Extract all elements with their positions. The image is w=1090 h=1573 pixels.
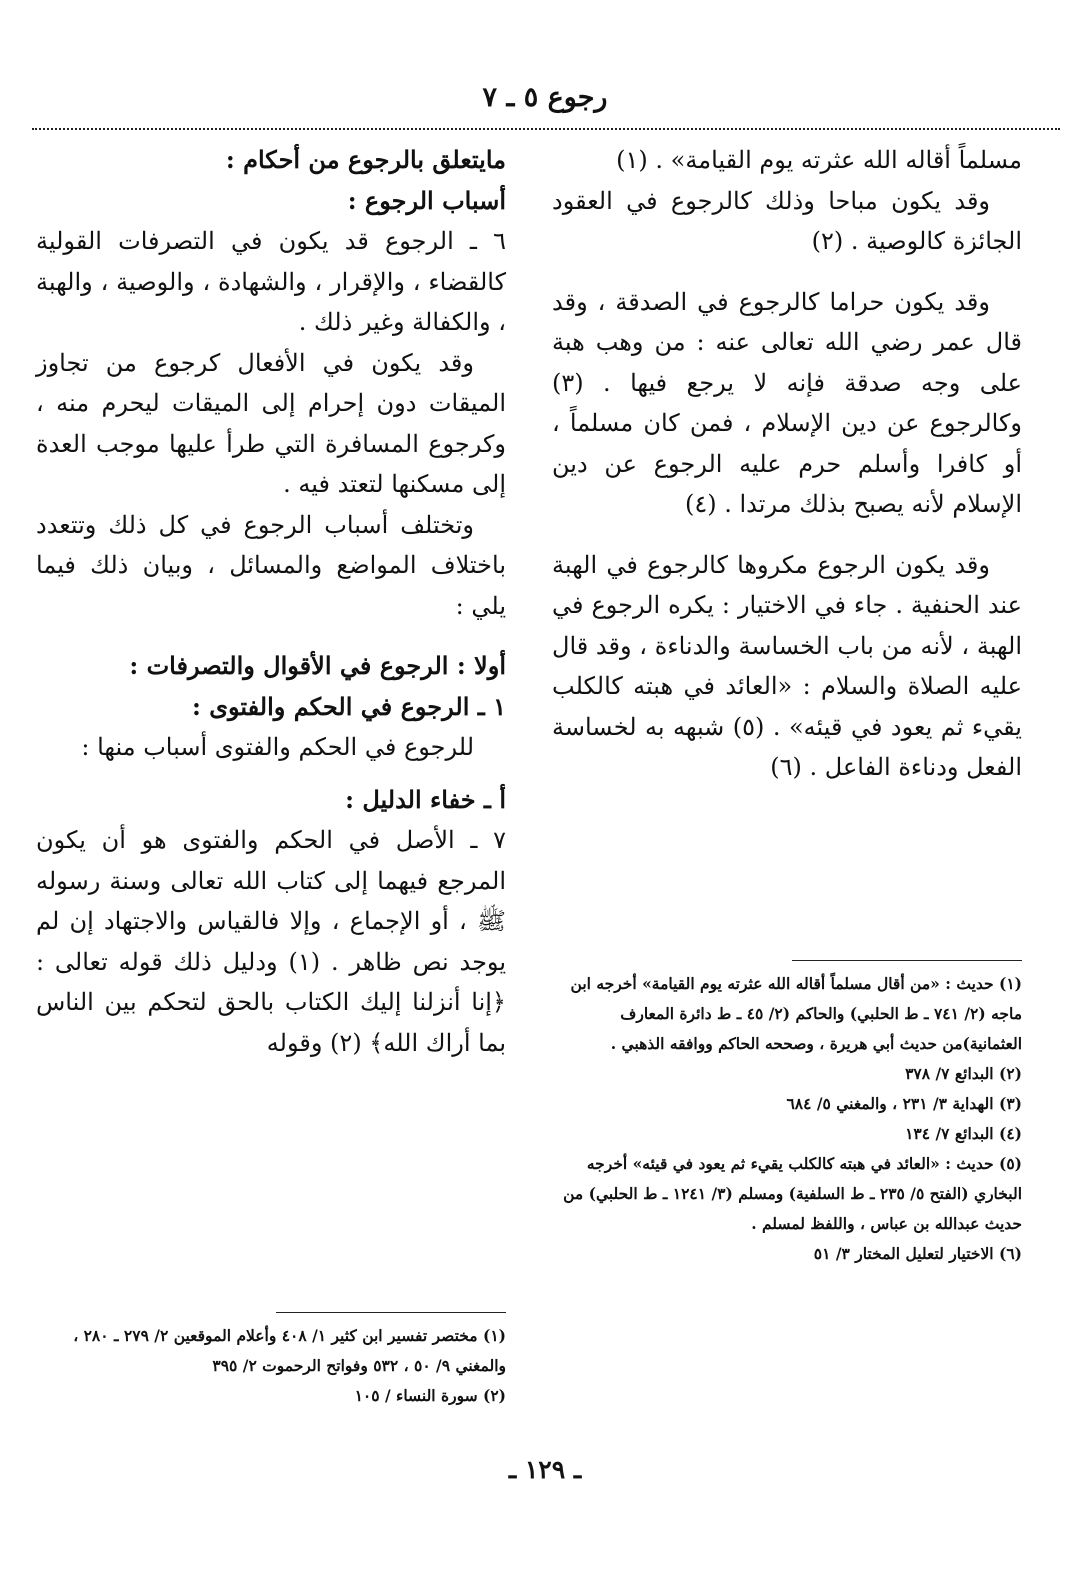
page-number: ـ ١٢٩ ـ bbox=[508, 1455, 582, 1484]
subsection-heading: أولا : الرجوع في الأقوال والتصرفات : bbox=[129, 651, 506, 680]
running-header: رجوع ٥ ـ ٧ bbox=[482, 82, 608, 113]
subsection-heading: ١ ـ الرجوع في الحكم والفتوى : bbox=[191, 691, 506, 721]
footnote-divider bbox=[276, 1312, 506, 1313]
left-column bbox=[36, 140, 506, 1063]
footnote: (٢) البدائع ٧/ ٣٧٨ bbox=[905, 1064, 1022, 1083]
subsection-heading: أسباب الرجوع : bbox=[347, 185, 506, 215]
footnote-divider bbox=[792, 960, 1022, 961]
footnote: (٥) حديث : «العائد في هبته كالكلب يقيء ثم يعود في قيئه» أخرجه البخاري (الفتح ٥/ ٢٣٥ ـ ط السلفية) ومسلم (٣/ ١٢٤١ ـ ط الحلبي) من حديث عبدالله بن عباس ، واللفظ لمسلم . bbox=[563, 1154, 1022, 1233]
left-paragraph-2: وقد يكون في الأفعال كرجوع من تجاوز الميقات دون إحرام إلى الميقات ليحرم منه ، وكرجوع المسافرة التي طرأ عليها موجب العدة إلى مسكنها لتعتد فيه . bbox=[36, 348, 506, 498]
footnote: (١) مختصر تفسير ابن كثير ١/ ٤٠٨ وأعلام الموقعين ٢/ ٢٧٩ ـ ٢٨٠ ، والمغني ٩/ ٥٠ ، ٥٣٢ وفواتح الرحموت ٢/ ٣٩٥ bbox=[73, 1326, 506, 1375]
section-heading: مايتعلق بالرجوع من أحكام : bbox=[225, 145, 506, 174]
right-paragraph-1: مسلماً أقاله الله عثرته يوم القيامة» . (١) bbox=[616, 146, 1022, 174]
footnote: (١) حديث : «من أقال مسلماً أقاله الله عثرته يوم القيامة» أخرجه ابن ماجه (٢/ ٧٤١ ـ ط الحلبي) والحاكم (٢/ ٤٥ ـ ط دائرة المعارف العثمانية)من حديث أبي هريرة ، وصححه الحاكم ووافقه الذهبي . bbox=[570, 974, 1022, 1053]
right-column bbox=[552, 140, 1022, 788]
right-paragraph-3: وقد يكون حراما كالرجوع في الصدقة ، وقد قال عمر رضي الله تعالى عنه : من وهب هبة على وجه صدقة فإنه لا يرجع فيها . (٣) وكالرجوع عن دين الإسلام ، فمن كان مسلماً ، أو كافرا وأسلم حرم عليه الرجوع عن دين الإسلام لأنه يصبح بذلك مرتدا . (٤) bbox=[552, 287, 1022, 518]
footnote: (٢) سورة النساء / ١٠٥ bbox=[354, 1386, 506, 1405]
footnote: (٦) الاختيار لتعليل المختار ٣/ ٥١ bbox=[813, 1244, 1022, 1263]
header-divider bbox=[32, 128, 1060, 130]
left-paragraph-3: وتختلف أسباب الرجوع في كل ذلك وتتعدد باختلاف المواضع والمسائل ، وبيان ذلك فيما يلي : bbox=[36, 510, 506, 620]
left-paragraph-4: للرجوع في الحكم والفتوى أسباب منها : bbox=[81, 733, 474, 761]
right-footnotes bbox=[552, 960, 1022, 1269]
left-paragraph-5: ٧ ـ الأصل في الحكم والفتوى هو أن يكون المرجع فيهما إلى كتاب الله تعالى وسنة رسوله ﷺ ، أو الإجماع ، وإلا فالقياس والاجتهاد إن لم يوجد نص ظاهر . (١) ودليل ذلك قوله تعالى : ﴿إنا أنزلنا إليك الكتاب بالحق لتحكم بين الناس بما أراك الله﴾ (٢) وقوله bbox=[36, 826, 507, 1057]
subsection-heading: أ ـ خفاء الدليل : bbox=[345, 784, 506, 814]
left-paragraph-1: ٦ ـ الرجوع قد يكون في التصرفات القولية كالقضاء ، والإقرار ، والشهادة ، والوصية ، والهبة ، والكفالة وغير ذلك . bbox=[36, 227, 507, 336]
right-paragraph-2: وقد يكون مباحا وذلك كالرجوع في العقود الجائزة كالوصية . (٢) bbox=[552, 186, 1022, 255]
footnote: (٣) الهداية ٣/ ٢٣١ ، والمغني ٥/ ٦٨٤ bbox=[786, 1094, 1022, 1113]
footnote: (٤) البدائع ٧/ ١٣٤ bbox=[905, 1124, 1022, 1143]
right-paragraph-4: وقد يكون الرجوع مكروها كالرجوع في الهبة عند الحنفية . جاء في الاختيار : يكره الرجوع في الهبة ، لأنه من باب الخساسة والدناءة ، وقد قال عليه الصلاة والسلام : «العائد في هبته كالكلب يقيء ثم يعود في قيئه» . (٥) شبهه به لخساسة الفعل ودناءة الفاعل . (٦) bbox=[552, 550, 1022, 781]
left-footnotes bbox=[36, 1312, 506, 1411]
